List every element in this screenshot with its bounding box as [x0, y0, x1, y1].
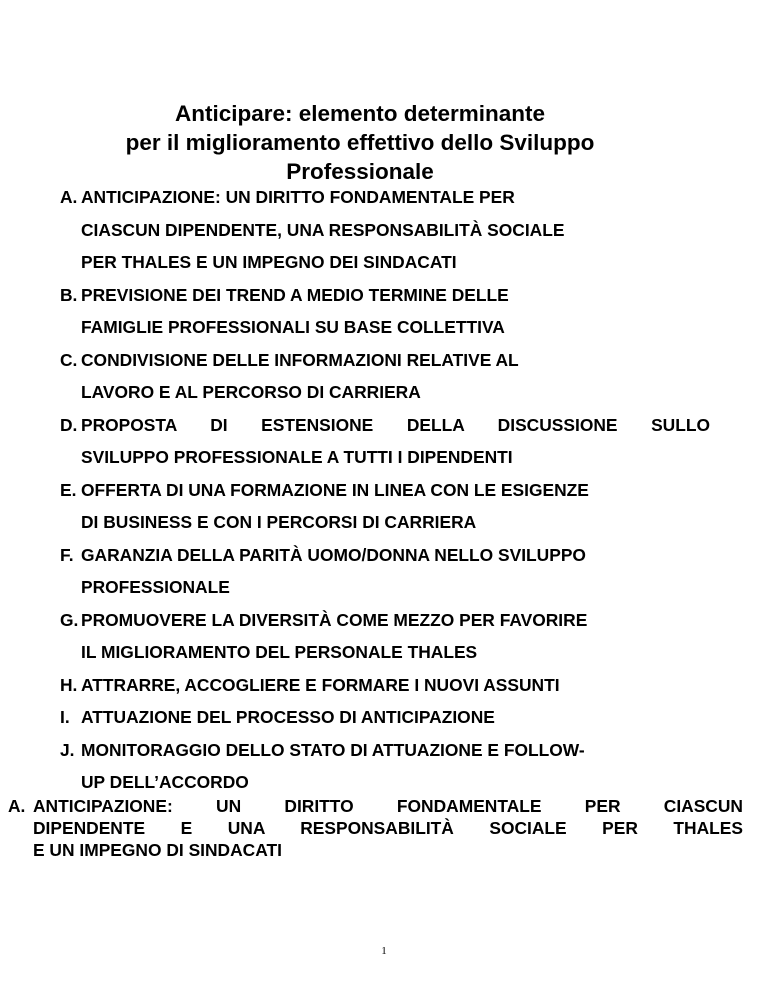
toc-line: IL MIGLIORAMENTO DEL PERSONALE THALES: [81, 642, 478, 662]
toc-line: CIASCUN DIPENDENTE, UNA RESPONSABILITÀ SOCIALE: [81, 219, 565, 240]
toc-line: CONDIVISIONE DELLE INFORMAZIONI RELATIVE AL: [81, 349, 519, 370]
section-heading-a: [8, 795, 743, 861]
toc-line: ATTUAZIONE DEL PROCESSO DI ANTICIPAZIONE: [81, 707, 495, 727]
toc-line: PROMUOVERE LA DIVERSITÀ COME MEZZO PER FAVORIRE: [81, 609, 588, 630]
toc-line: PREVISIONE DEI TREND A MEDIO TERMINE DELLE: [81, 284, 509, 305]
title-line: Professionale: [286, 159, 434, 185]
toc-letter: A.: [60, 187, 78, 207]
table-of-contents: [60, 181, 710, 799]
toc-letter: H.: [60, 674, 78, 695]
title-line: per il miglioramento effettivo dello Sviluppo: [125, 130, 595, 156]
page-number: 1: [381, 945, 387, 957]
toc-line: OFFERTA DI UNA FORMAZIONE IN LINEA CON LE ESIGENZE: [81, 479, 589, 500]
toc-item-f: [60, 539, 710, 604]
toc-line: UP DELL’ACCORDO: [81, 772, 249, 792]
toc-item-a: [60, 181, 710, 279]
toc-letter: J.: [60, 739, 75, 760]
toc-letter: G.: [60, 609, 79, 630]
toc-item-e: [60, 474, 710, 539]
toc-line: PROPOSTA DI ESTENSIONE DELLA DISCUSSIONE SULLO: [81, 414, 710, 435]
toc-letter: C.: [60, 349, 78, 370]
toc-line: SVILUPPO PROFESSIONALE A TUTTI I DIPENDENTI: [81, 447, 513, 467]
toc-item-g: [60, 604, 710, 669]
document-title: [0, 99, 720, 186]
toc-line: FAMIGLIE PROFESSIONALI SU BASE COLLETTIVA: [81, 317, 505, 337]
toc-item-d: [60, 409, 710, 474]
toc-line: ATTRARRE, ACCOGLIERE E FORMARE I NUOVI ASSUNTI: [81, 674, 560, 695]
toc-line: LAVORO E AL PERCORSO DI CARRIERA: [81, 382, 421, 402]
toc-letter: F.: [60, 544, 74, 565]
toc-line: GARANZIA DELLA PARITÀ UOMO/DONNA NELLO SVILUPPO: [81, 544, 586, 565]
toc-line: PROFESSIONALE: [81, 577, 230, 597]
toc-item-h: [60, 669, 710, 702]
toc-letter: I.: [60, 707, 70, 727]
toc-line: MONITORAGGIO DELLO STATO DI ATTUAZIONE E FOLLOW-: [81, 739, 585, 760]
toc-item-b: [60, 279, 710, 344]
section-letter: A.: [8, 796, 26, 816]
toc-line: ANTICIPAZIONE: UN DIRITTO FONDAMENTALE PER: [81, 187, 515, 207]
section-heading-line: DIPENDENTE E UNA RESPONSABILITÀ SOCIALE PER THALES: [33, 818, 743, 838]
toc-letter: D.: [60, 414, 78, 435]
section-heading-line: ANTICIPAZIONE: UN DIRITTO FONDAMENTALE PER CIASCUN: [33, 796, 743, 816]
toc-line: PER THALES E UN IMPEGNO DEI SINDACATI: [81, 252, 457, 272]
toc-item-c: [60, 344, 710, 409]
toc-line: DI BUSINESS E CON I PERCORSI DI CARRIERA: [81, 512, 477, 532]
toc-letter: E.: [60, 479, 77, 500]
toc-letter: B.: [60, 284, 78, 305]
title-line: Anticipare: elemento determinante: [174, 101, 546, 127]
toc-item-j: [60, 734, 710, 799]
section-heading-line: E UN IMPEGNO DI SINDACATI: [33, 840, 282, 860]
toc-item-i: [60, 701, 710, 734]
